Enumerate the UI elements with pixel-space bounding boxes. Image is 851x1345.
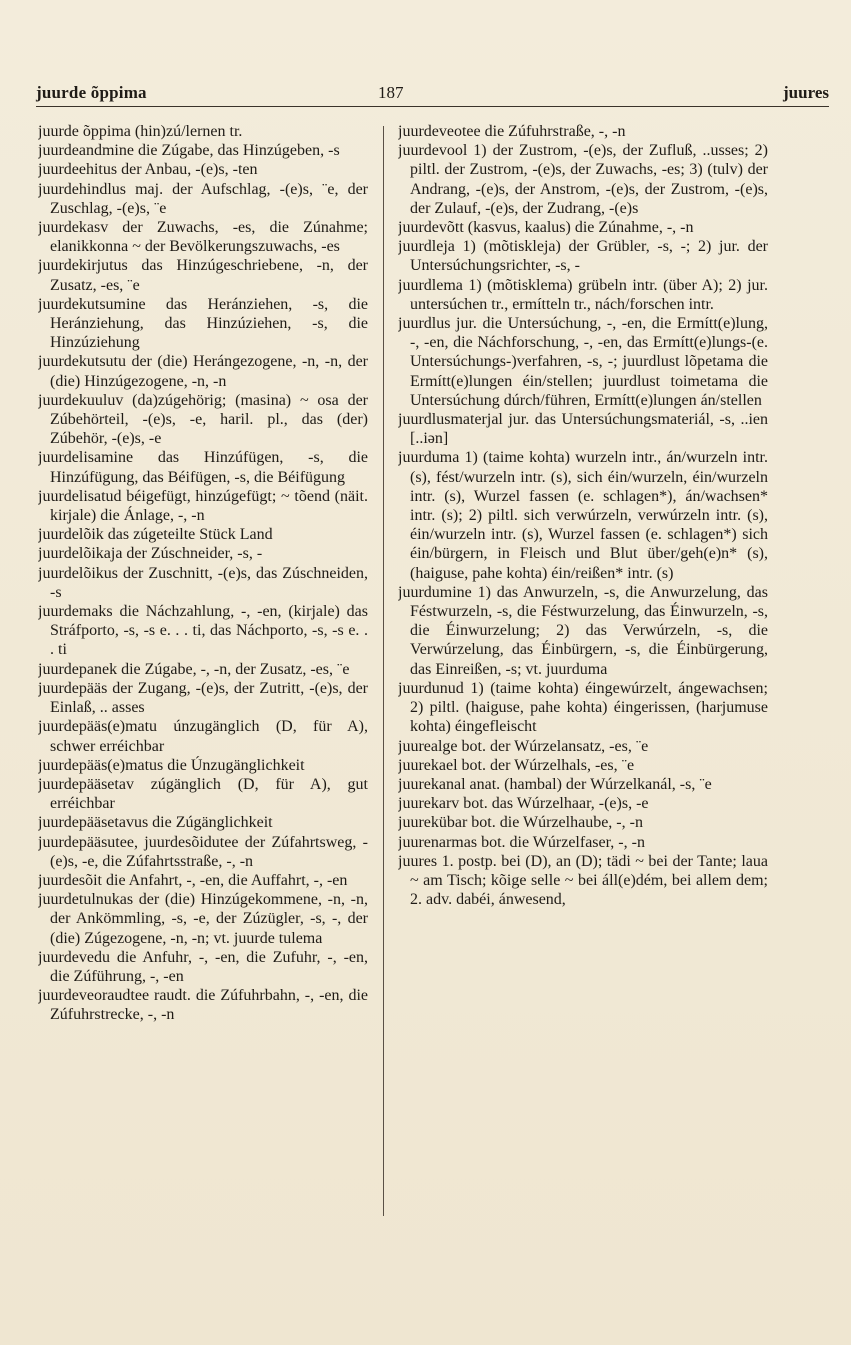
dictionary-entry: juurdepääs(e)matu únzugänglich (D, für A), schwer erréichbar [38,718,368,755]
dictionary-entry: juurdekirjutus das Hinzúgeschriebene, -n, der Zusatz, -es, ¨e [38,257,368,294]
dictionary-entry: juurdeveoraudtee raudt. die Zúfuhrbahn, -, -en, die Zúfuhrstrecke, -, -n [38,987,368,1024]
header-last-word: juures [783,83,829,102]
dictionary-entry: juurdekutsutu der (die) Herángezogene, -n, -n, der (die) Hinzúgezogene, -n, -n [38,353,368,390]
dictionary-entry: juurdepääsutee, juurdesõidutee der Zúfahrtsweg, -(e)s, -e, die Zúfahrtsstraße, -, -n [38,833,368,870]
left-column [38,122,368,1237]
page-header [36,82,829,107]
dictionary-entry: juurdeehitus der Anbau, -(e)s, -ten [38,161,258,179]
dictionary-entry: juurdevool 1) der Zustrom, -(e)s, der Zufluß, ..usses; 2) piltl. der Zustrom, -(e)s, der Zuwachs, -es; 3) (tulv) der Andrang, -(e)s, der Anstrom, -(e)s, der Zustrom, -(e)s, der Zulauf, -(e)s, der Zudrang, -(e)s [398,142,768,217]
dictionary-entry: juurdelõik das zúgeteilte Stück Land [38,526,273,544]
dictionary-entry: juurdelisamine das Hinzúfügen, -s, die Hinzúfügung, das Béifügen, -s, die Béifügung [38,449,368,486]
dictionary-entry: juurduma 1) (taime kohta) wurzeln intr., án/wurzeln intr. (s), fést/wurzeln intr. (s), sich éin/wurzeln, éin/wurzeln intr. (s), Wurzel fassen (e. schlagen*), án/wachsen* intr. (s); 2) piltl. sich verwúrzeln, verwúrzeln intr. (s), éin/wurzeln intr. (s), Wurzel fassen (e. schlagen*) sich éin/bürgern, in Fleisch und Blut über/geh(e)n* (s), (haiguse, pahe kohta) éin/reißen* intr. (s) [398,449,768,582]
dictionary-entry: juurdekuuluv (da)zúgehörig; (masina) ~ osa der Zúbehörteil, -(e)s, -e, haril. pl., das (der) Zúbehör, -(e)s, -e [38,391,368,448]
dictionary-entry: juurdetulnukas der (die) Hinzúgekommene, -n, -n, der Ankömmling, -s, -e, der Zúzügler, -s, -, der (die) Zúgezogene, -n, -n; vt. juurde tulema [38,891,368,947]
dictionary-entry: juures 1. postp. bei (D), an (D); tädi ~ bei der Tante; laua ~ am Tisch; kõige selle ~ bei áll(e)dém, bei allem dem; 2. adv. dabéi, ánwesend, [398,852,768,909]
dictionary-entry: juurdekutsumine das Heránziehen, -s, die Heránziehung, das Hinzúziehen, -s, die Hinzúziehung [38,295,368,352]
page-number: 187 [378,83,404,102]
dictionary-entry: juurekanal anat. (hambal) der Wúrzelkanál, -s, ¨e [398,775,712,793]
dictionary-entry: juurdunud 1) (taime kohta) éingewúrzelt, ángewachsen; 2) piltl. (haiguse, pahe kohta) éingerissen, (harjumuse kohta) éingefleischt [398,679,768,736]
dictionary-entry: juurdepääsetavus die Zúgänglichkeit [38,814,273,832]
dictionary-entry: juurekübar bot. die Wúrzelhaube, -, -n [398,814,643,832]
dictionary-entry: juurdleja 1) (mõtiskleja) der Grübler, -s, -; 2) jur. der Untersúchungsrichter, -s, - [398,238,768,275]
dictionary-entry: juurdevedu die Anfuhr, -, -en, die Zufuhr, -, -en, die Zúführung, -, -en [38,948,368,985]
dictionary-entry: juurdepanek die Zúgabe, -, -n, der Zusatz, -es, ¨e [38,660,350,678]
dictionary-entry: juurdevõtt (kasvus, kaalus) die Zúnahme, -, -n [398,219,694,237]
dictionary-entry: juurdelisatud béigefügt, hinzúgefügt; ~ tõend (näit. kirjale) die Ánlage, -, -n [38,487,368,525]
dictionary-entry: juurde õppima (hin)zú/lernen tr. [38,123,243,140]
dictionary-entry: juurdlema 1) (mõtisklema) grübeln intr. (über A); 2) jur. untersúchen tr., ermítteln tr., nách/forschen intr. [398,276,768,313]
dictionary-entry: juurdepääs(e)matus die Únzugänglichkeit [38,756,305,774]
dictionary-entry: juurdelõikus der Zuschnitt, -(e)s, das Zúschneiden, -s [38,564,368,601]
entry-columns [38,122,829,1237]
dictionary-entry: juurdepääsetav zúgänglich (D, für A), gut erréichbar [38,775,368,813]
dictionary-entry: juurdemaks die Náchzahlung, -, -en, (kirjale) das Stráfporto, -s, -s e. . . ti, das Náchporto, -s, -s e. . . ti [38,603,368,659]
dictionary-entry: juurdelõikaja der Zúschneider, -s, - [38,545,263,563]
dictionary-entry: juurdlus jur. die Untersúchung, -, -en, die Ermítt(e)lung, -, -en, die Náchforschung, -, -en, das Ermítt(e)lungs-(e. Untersúchungs-)verfahren, -s, -; juurdlust lõpetama die Ermítt(e)lungen éin/stellen; juurdlust toimetama die Untersúchung dúrch/führen, Ermítt(e)lungen án/stellen [398,315,768,409]
dictionary-entry: juurdlusmaterjal jur. das Untersúchungsmateriál, -s, ..ien [..iən] [398,411,768,448]
column-divider [383,126,384,1216]
dictionary-entry: juurdeandmine die Zúgabe, das Hinzúgeben, -s [38,142,340,160]
right-column [398,122,768,1237]
dictionary-entry: juurekarv bot. das Wúrzelhaar, -(e)s, -e [398,795,649,813]
dictionary-entry: juurdehindlus maj. der Aufschlag, -(e)s, ¨e, der Zuschlag, -(e)s, ¨e [38,180,368,217]
dictionary-entry: juurdesõit die Anfahrt, -, -en, die Auffahrt, -, -en [38,871,348,889]
header-first-word: juurde õppima [36,83,147,102]
dictionary-entry: juurenarmas bot. die Wúrzelfaser, -, -n [398,833,645,851]
dictionary-entry: juurdekasv der Zuwachs, -es, die Zúnahme; elanikkonna ~ der Bevölkerungszuwachs, -es [38,219,368,256]
dictionary-entry: juurekael bot. der Wúrzelhals, -es, ¨e [398,756,635,774]
dictionary-entry: juurdumine 1) das Anwurzeln, -s, die Anwurzelung, das Féstwurzeln, -s, die Féstwurzelung, das Éinwurzeln, -s, die Éinwurzelung; 2) das Verwúrzeln, -s, die Verwúrzelung, das Éinbürgern, -s, die Éinbürgerung, das Einreißen, -s; vt. juurduma [398,583,768,678]
dictionary-entry: juurealge bot. der Wúrzelansatz, -es, ¨e [398,737,649,755]
dictionary-entry: juurdepääs der Zugang, -(e)s, der Zutritt, -(e)s, der Einlaß, .. asses [38,679,368,717]
dictionary-entry: juurdeveotee die Zúfuhrstraße, -, -n [398,123,626,140]
